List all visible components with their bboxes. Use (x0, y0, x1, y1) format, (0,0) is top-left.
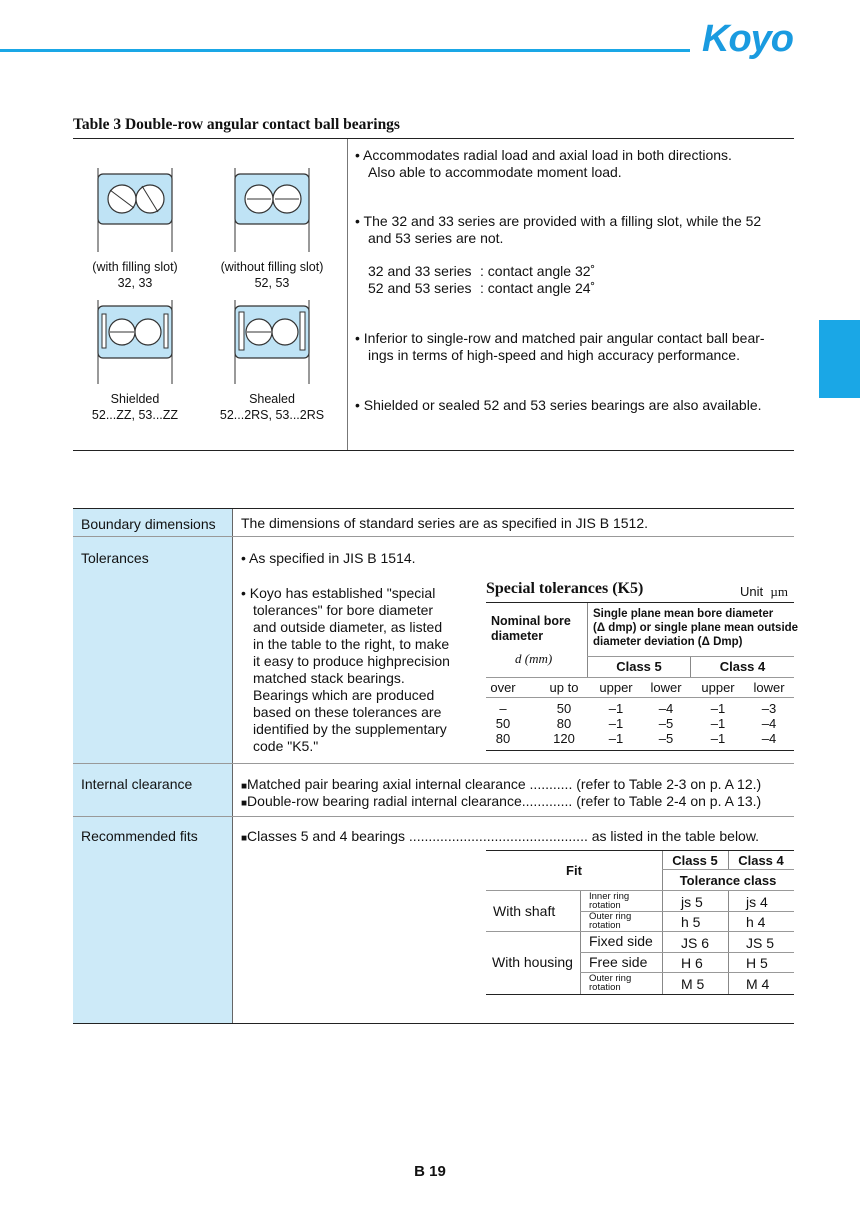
paragraph-line: Bearings which are produced (253, 687, 435, 703)
fits-class5-header: Class 5 (672, 853, 718, 868)
st-divider (486, 697, 794, 698)
caption-line: 52...ZZ, 53...ZZ (91, 408, 179, 422)
special-tolerances-title: Special tolerances (K5) (486, 580, 644, 597)
tolerance-class-cell: h 4 (746, 914, 766, 930)
sub-header: lower (753, 680, 785, 695)
fixed-side-label: Fixed side (589, 933, 653, 949)
fits-vline (580, 891, 581, 994)
tolerance-cell: –1 (608, 716, 624, 731)
contact-angle-line: 32 and 33 series : contact angle 32˚ (368, 263, 596, 279)
tolerance-cell: 80 (495, 731, 511, 746)
fits-divider (662, 869, 794, 870)
header-rule (0, 49, 690, 52)
tolerance-cell: 80 (556, 716, 572, 731)
table3-top-rule (73, 138, 794, 139)
row-divider (73, 536, 794, 537)
st-divider (486, 677, 794, 678)
tolerance-class-header: Tolerance class (679, 873, 777, 888)
st-top-rule (486, 602, 794, 603)
class5-header: Class 5 (616, 659, 662, 674)
unit-label: Unit µm (740, 584, 788, 599)
tolerances-bullet: • As specified in JIS B 1514. (241, 550, 416, 566)
table3-title: Table 3 Double-row angular contact ball bearings (73, 116, 400, 133)
table3-bottom-rule (73, 450, 794, 451)
tolerance-class-cell: M 5 (681, 976, 705, 992)
tolerance-cell: 50 (495, 716, 511, 731)
free-side-label: Free side (589, 954, 648, 970)
class4-header: Class 4 (719, 659, 766, 674)
page-number: B 19 (414, 1163, 446, 1180)
square-bullet-icon: ■ (241, 833, 248, 844)
tolerance-cell: –1 (710, 701, 726, 716)
sub-header: upper (701, 680, 735, 695)
figure-caption (60, 391, 210, 423)
clearance-line: ■Matched pair bearing axial internal clearance ........... (refer to Table 2-3 on p. A 12.) (241, 776, 762, 792)
bearing-shielded-drawing (90, 300, 180, 390)
fits-top-rule (486, 850, 794, 851)
tolerance-cell: –4 (658, 701, 674, 716)
tolerances-label: Tolerances (81, 550, 149, 566)
tolerance-class-cell: JS 6 (681, 935, 710, 951)
caption-line: (without filling slot) (220, 260, 324, 274)
sub-header: upper (599, 680, 633, 695)
tolerance-cell: 50 (556, 701, 572, 716)
deviation-header: Single plane mean bore diameter (Δ dmp) or single plane mean outside diameter deviation (Δ Dmp) (593, 608, 799, 648)
paragraph-line: based on these tolerances are (253, 704, 442, 720)
outer-ring-rotation-label: Outer ring rotation (589, 973, 632, 993)
tolerance-cell: –3 (761, 701, 777, 716)
clearance-line: ■Double-row bearing radial internal clearance............. (refer to Table 2-4 on p. A 13.) (241, 793, 762, 809)
sub-header: up to (549, 680, 579, 695)
clearance-label: Internal clearance (81, 776, 193, 792)
boundary-text: The dimensions of standard series are as specified in JIS B 1512. (241, 515, 648, 531)
bearing-sealed-drawing (227, 300, 317, 390)
bearing-no-slot-drawing (227, 168, 317, 258)
boundary-label: Boundary dimensions (81, 516, 216, 532)
fit-header: Fit (566, 863, 582, 878)
tolerance-cell: –1 (608, 701, 624, 716)
spec-top-rule (73, 508, 794, 509)
tolerance-class-cell: H 6 (681, 955, 703, 971)
paragraph-line: in the table to the right, to make (253, 636, 450, 652)
spec-divider (232, 509, 233, 1024)
contact-angle-line: 52 and 53 series : contact angle 24˚ (368, 280, 596, 296)
koyo-logo: Koyo (702, 18, 793, 60)
outer-ring-rotation-label: Outer ring rotation (589, 911, 632, 931)
feature-bullet: • Accommodates radial load and axial load in both directions. Also able to accommodate moment load. (355, 147, 732, 180)
caption-line: Shealed (249, 392, 295, 406)
label-column (73, 509, 232, 1024)
square-bullet-icon: ■ (241, 781, 248, 792)
fits-text: ■Classes 5 and 4 bearings .............................................. as listed in the table below. (241, 828, 760, 844)
with-housing-label: With housing (492, 954, 573, 970)
fits-bottom-rule (486, 994, 794, 995)
inner-ring-rotation-label: Inner ring rotation (589, 891, 630, 911)
tolerance-class-cell: M 4 (746, 976, 770, 992)
figure-caption (197, 259, 347, 291)
tolerance-class-cell: h 5 (681, 914, 701, 930)
sub-header: lower (650, 680, 682, 695)
caption-line: 32, 33 (117, 276, 153, 290)
feature-bullet: • Inferior to single-row and matched pair angular contact ball bear- ings in terms of high-speed and high accuracy performance. (355, 330, 765, 363)
nominal-unit: d (mm) (515, 651, 553, 666)
square-bullet-icon: ■ (241, 798, 248, 809)
caption-line: Shielded (110, 392, 160, 406)
fits-divider (580, 952, 794, 953)
st-divider (587, 656, 794, 657)
tolerance-class-cell: JS 5 (746, 935, 775, 951)
tolerance-class-cell: js 5 (681, 894, 703, 910)
tolerance-cell: 120 (553, 731, 575, 746)
nominal-bore-header: Nominal bore diameter (491, 614, 571, 643)
paragraph-line: identified by the supplementary (253, 721, 447, 737)
tolerance-cell: –4 (761, 731, 777, 746)
feature-bullet: • Shielded or sealed 52 and 53 series bearings are also available. (355, 397, 762, 413)
fits-vline (728, 891, 729, 994)
bearing-filling-slot-drawing (90, 168, 180, 258)
caption-line: 52, 53 (254, 276, 290, 290)
paragraph-line: it easy to produce highprecision (253, 653, 450, 669)
tolerance-cell: –4 (761, 716, 777, 731)
tolerance-cell: –5 (658, 731, 674, 746)
figure-caption (60, 259, 210, 291)
paragraph-line: tolerances" for bore diameter (253, 602, 434, 618)
section-side-tab (819, 320, 860, 398)
paragraph-line: • Koyo has established "special (241, 585, 436, 601)
feature-bullet: • The 32 and 33 series are provided with a filling slot, while the 52 and 53 series are not. (355, 213, 762, 246)
tolerance-class-cell: js 4 (746, 894, 768, 910)
spec-bottom-rule (73, 1023, 794, 1024)
sub-header: over (490, 680, 516, 695)
fits-class4-header: Class 4 (738, 853, 784, 868)
tolerance-cell: –1 (710, 716, 726, 731)
row-divider (73, 816, 794, 817)
row-divider (73, 763, 794, 764)
fits-divider (486, 931, 794, 932)
fits-label: Recommended fits (81, 828, 198, 844)
koyo-special-tolerance-text (241, 585, 471, 755)
paragraph-line: code "K5." (253, 738, 319, 754)
figure-caption (197, 391, 347, 423)
tolerance-cell: –5 (658, 716, 674, 731)
st-bottom-rule (486, 750, 794, 751)
tolerance-cell: –1 (608, 731, 624, 746)
tolerance-class-cell: H 5 (746, 955, 768, 971)
caption-line: 52...2RS, 53...2RS (219, 408, 325, 422)
with-shaft-label: With shaft (493, 903, 556, 919)
table3-divider (347, 139, 348, 450)
tolerance-cell: –1 (710, 731, 726, 746)
paragraph-line: matched stack bearings. (253, 670, 405, 686)
caption-line: (with filling slot) (92, 260, 178, 274)
fits-divider (486, 890, 794, 891)
paragraph-line: and outside diameter, as listed (253, 619, 443, 635)
tolerance-cell: – (499, 701, 507, 716)
